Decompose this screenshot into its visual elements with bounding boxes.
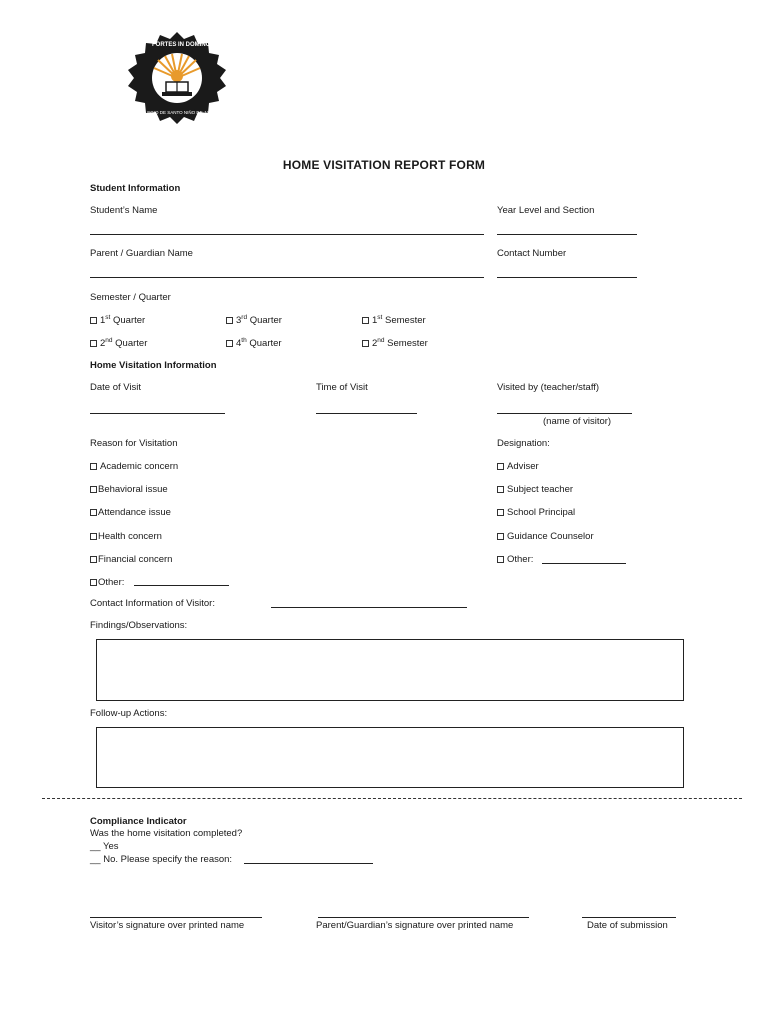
compliance-heading: Compliance Indicator bbox=[90, 816, 187, 827]
q2-num: 2 bbox=[100, 338, 106, 349]
reason-text: Other: bbox=[98, 577, 125, 588]
visited-by-label: Visited by (teacher/staff) bbox=[497, 382, 600, 393]
date-of-visit-label: Date of Visit bbox=[90, 382, 142, 393]
q3-sup: rd bbox=[241, 313, 248, 321]
reason-other-field[interactable] bbox=[134, 585, 229, 586]
designation-label: Designation: bbox=[497, 438, 550, 449]
contact-number-field[interactable] bbox=[497, 277, 637, 278]
q3-num: 3 bbox=[236, 315, 242, 326]
logo-text-bottom: COLEGIO DE SANTO NIÑO DE JASAAN bbox=[138, 110, 222, 115]
reason-text: Academic concern bbox=[100, 461, 179, 472]
q2-text: Quarter bbox=[112, 338, 148, 349]
checkbox-icon bbox=[226, 340, 233, 347]
q3-text: Quarter bbox=[247, 315, 282, 326]
checkbox-icon bbox=[90, 533, 97, 540]
visit-info-heading: Home Visitation Information bbox=[90, 360, 217, 371]
q2-sup: nd bbox=[105, 336, 113, 344]
findings-label: Findings/Observations: bbox=[90, 620, 188, 631]
checkbox-icon bbox=[90, 340, 97, 347]
contact-visitor-label: Contact Information of Visitor: bbox=[90, 598, 215, 609]
time-of-visit-field[interactable] bbox=[316, 413, 417, 414]
student-name-label: Student’s Name bbox=[90, 205, 158, 216]
year-level-label: Year Level and Section bbox=[497, 205, 595, 216]
school-logo bbox=[118, 30, 236, 126]
checkbox-icon bbox=[90, 486, 97, 493]
parent-signature-field[interactable] bbox=[318, 917, 529, 918]
designation-other-field[interactable] bbox=[542, 563, 626, 564]
parent-name-label: Parent / Guardian Name bbox=[90, 248, 193, 259]
q4-sup: th bbox=[241, 336, 247, 344]
s1-sup: st bbox=[377, 313, 383, 321]
semester-label: Semester / Quarter bbox=[90, 292, 171, 303]
visitor-name-hint: (name of visitor) bbox=[543, 416, 612, 427]
checkbox-icon bbox=[362, 340, 369, 347]
checkbox-icon bbox=[497, 533, 504, 540]
checkbox-icon bbox=[90, 317, 97, 324]
s1-num: 1 bbox=[372, 315, 378, 326]
s1-text: Semester bbox=[382, 315, 426, 326]
designation-guidance[interactable] bbox=[497, 531, 594, 542]
s2-sup: nd bbox=[377, 336, 385, 344]
checkbox-icon bbox=[226, 317, 233, 324]
checkbox-icon bbox=[90, 509, 97, 516]
reason-financial[interactable] bbox=[90, 554, 172, 565]
designation-text: Guidance Counselor bbox=[507, 531, 594, 542]
contact-visitor-field[interactable] bbox=[271, 607, 467, 608]
q4-num: 4 bbox=[236, 338, 242, 349]
designation-other[interactable] bbox=[497, 554, 533, 565]
checkbox-2nd-semester[interactable] bbox=[362, 338, 428, 349]
compliance-yes-option[interactable]: __ Yes bbox=[90, 841, 119, 852]
checkbox-2nd-quarter[interactable] bbox=[90, 338, 147, 349]
reason-health[interactable] bbox=[90, 531, 162, 542]
checkbox-icon bbox=[497, 509, 504, 516]
compliance-reason-field[interactable] bbox=[244, 863, 373, 864]
checkbox-icon bbox=[497, 486, 504, 493]
contact-number-label: Contact Number bbox=[497, 248, 567, 259]
time-of-visit-label: Time of Visit bbox=[316, 382, 368, 393]
checkbox-1st-quarter[interactable] bbox=[90, 315, 145, 326]
designation-text: Subject teacher bbox=[507, 484, 574, 495]
checkbox-1st-semester[interactable] bbox=[362, 315, 426, 326]
reason-attendance[interactable] bbox=[90, 507, 171, 518]
designation-text: Other: bbox=[507, 554, 534, 565]
designation-subject-teacher[interactable] bbox=[497, 484, 573, 495]
compliance-no-option[interactable]: __ No. Please specify the reason: bbox=[90, 854, 233, 865]
student-info-heading: Student Information bbox=[90, 183, 181, 194]
designation-principal[interactable] bbox=[497, 507, 575, 518]
checkbox-3rd-quarter[interactable] bbox=[226, 315, 282, 326]
reason-text: Health concern bbox=[98, 531, 162, 542]
designation-text: School Principal bbox=[507, 507, 576, 518]
date-submission-field[interactable] bbox=[582, 917, 676, 918]
checkbox-icon bbox=[90, 463, 97, 470]
checkbox-icon bbox=[90, 556, 97, 563]
visited-by-field[interactable] bbox=[497, 413, 632, 414]
reason-text: Financial concern bbox=[98, 554, 173, 565]
visitor-signature-field[interactable] bbox=[90, 917, 262, 918]
checkbox-icon bbox=[497, 463, 504, 470]
reason-other[interactable] bbox=[90, 577, 124, 588]
s2-text: Semester bbox=[384, 338, 428, 349]
student-name-field[interactable] bbox=[90, 234, 484, 235]
parent-name-field[interactable] bbox=[90, 277, 484, 278]
visitor-signature-label: Visitor’s signature over printed name bbox=[90, 920, 245, 931]
q1-num: 1 bbox=[100, 315, 106, 326]
date-submission-label: Date of submission bbox=[587, 920, 668, 931]
checkbox-icon bbox=[362, 317, 369, 324]
q1-sup: st bbox=[105, 313, 111, 321]
checkbox-icon bbox=[90, 579, 97, 586]
form-title: HOME VISITATION REPORT FORM bbox=[282, 158, 486, 172]
designation-text: Adviser bbox=[507, 461, 539, 472]
s2-num: 2 bbox=[372, 338, 378, 349]
followup-textarea[interactable] bbox=[96, 727, 684, 788]
date-of-visit-field[interactable] bbox=[90, 413, 225, 414]
q1-text: Quarter bbox=[110, 315, 146, 326]
designation-adviser[interactable] bbox=[497, 461, 539, 472]
q4-text: Quarter bbox=[246, 338, 282, 349]
parent-signature-label: Parent/Guardian’s signature over printed name bbox=[316, 920, 514, 931]
checkbox-icon bbox=[497, 556, 504, 563]
followup-label: Follow-up Actions: bbox=[90, 708, 168, 719]
cut-line-divider bbox=[42, 798, 742, 799]
reason-text: Attendance issue bbox=[98, 507, 171, 518]
reason-text: Behavioral issue bbox=[98, 484, 168, 495]
year-level-field[interactable] bbox=[497, 234, 637, 235]
reason-academic[interactable] bbox=[90, 461, 178, 472]
findings-textarea[interactable] bbox=[96, 639, 684, 701]
logo-text-top: FORTES IN DOMINO bbox=[152, 42, 211, 48]
checkbox-4th-quarter[interactable] bbox=[226, 338, 282, 349]
reason-behavioral[interactable] bbox=[90, 484, 168, 495]
reason-label: Reason for Visitation bbox=[90, 438, 178, 449]
compliance-question: Was the home visitation completed? bbox=[90, 828, 243, 839]
